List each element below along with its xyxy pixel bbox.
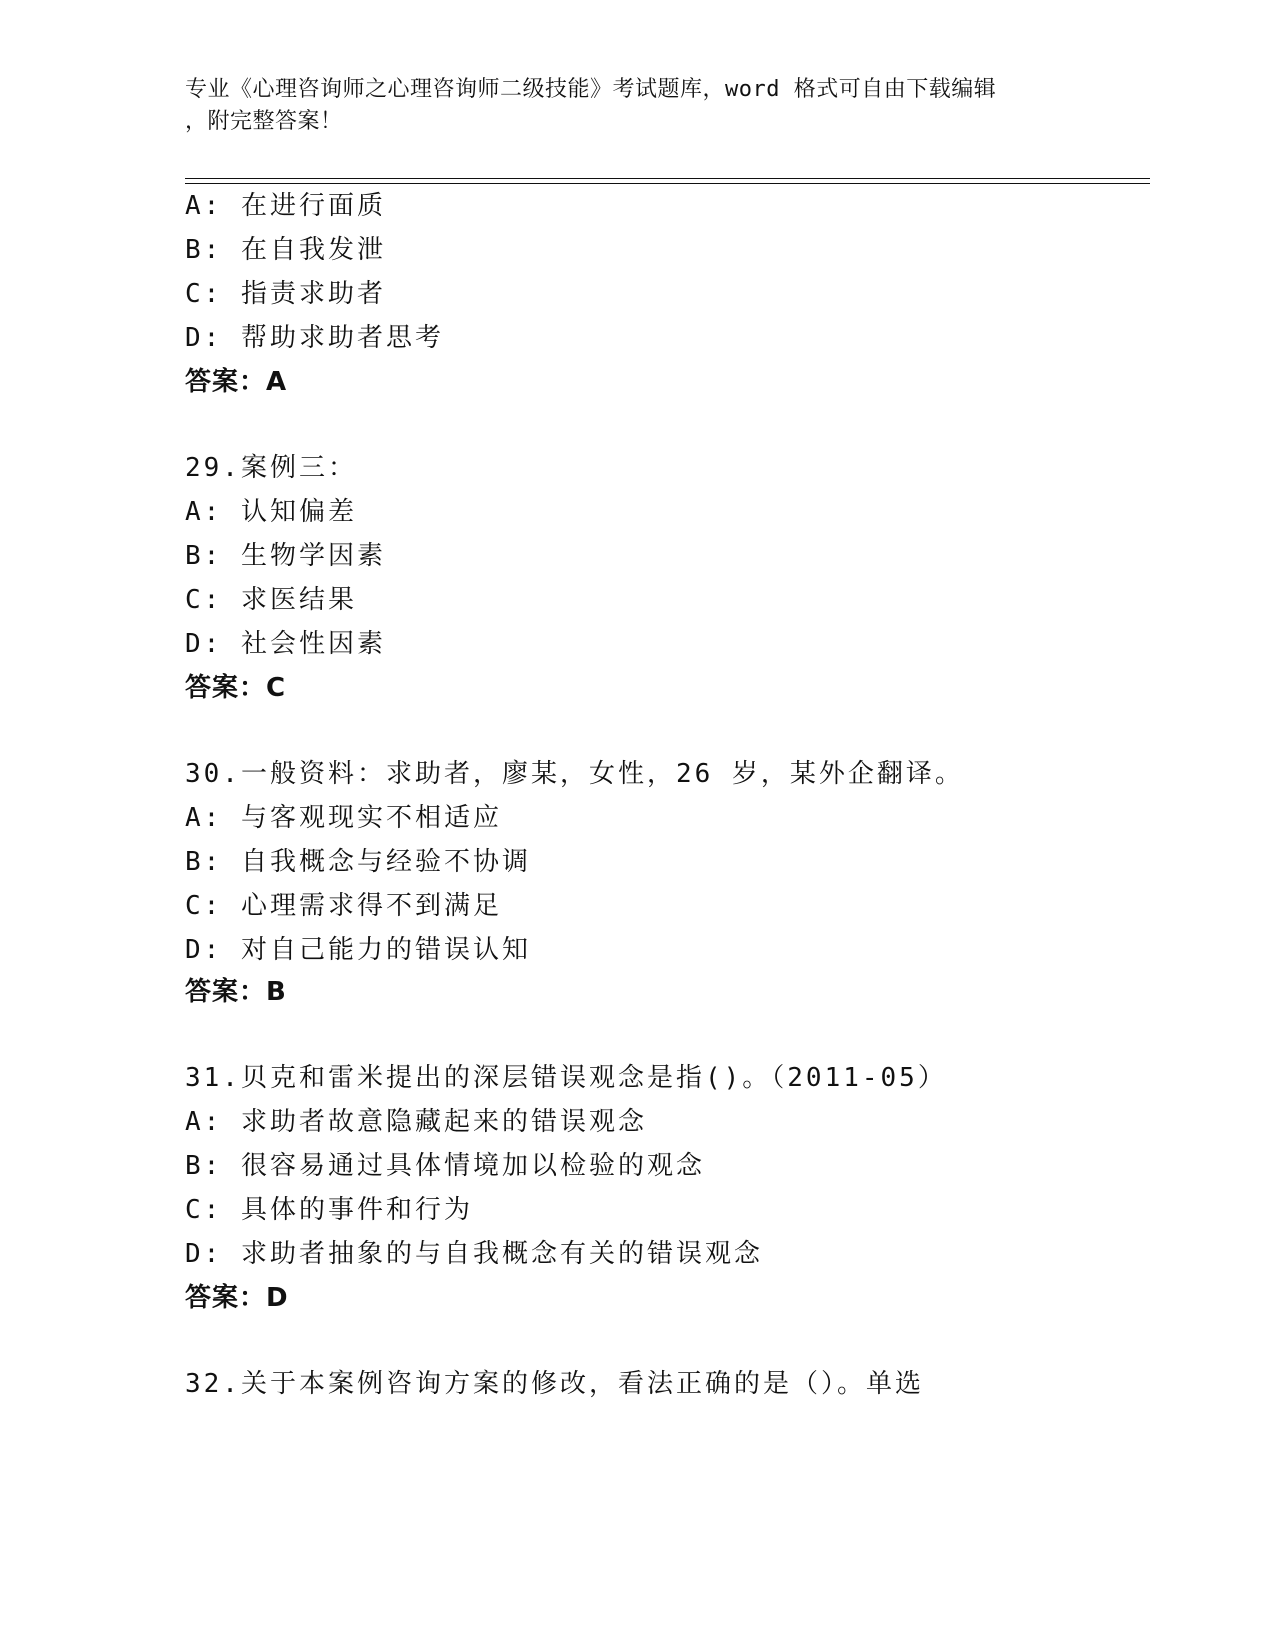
q31-option-c: C: 具体的事件和行为 [185,1195,473,1225]
q29-option-a: A: 认知偏差 [185,497,357,527]
header-line-2: ，附完整答案！ [185,109,343,134]
q28-answer: 答案：A [185,367,288,397]
header-divider-top [185,178,1150,179]
q29-answer: 答案：C [185,673,287,703]
header-divider-bottom [185,183,1150,184]
q28-option-d: D: 帮助求助者思考 [185,323,444,353]
q31-title: 31.贝克和雷米提出的深层错误观念是指()。（2011-05） [185,1063,947,1093]
q30-option-c: C: 心理需求得不到满足 [185,891,502,921]
q29-option-c: C: 求医结果 [185,585,357,615]
q32-title: 32.关于本案例咨询方案的修改，看法正确的是（）。单选 [185,1369,924,1399]
header-line-1: 专业《心理咨询师之心理咨询师二级技能》考试题库，word 格式可自由下载编辑 [185,77,997,102]
q30-option-a: A: 与客观现实不相适应 [185,803,502,833]
q31-option-d: D: 求助者抽象的与自我概念有关的错误观念 [185,1239,763,1269]
q30-option-b: B: 自我概念与经验不协调 [185,847,531,877]
q28-option-c: C: 指责求助者 [185,279,386,309]
document-header [185,74,1085,138]
q29-option-b: B: 生物学因素 [185,541,386,571]
q31-option-a: A: 求助者故意隐藏起来的错误观念 [185,1107,647,1137]
q31-option-b: B: 很容易通过具体情境加以检验的观念 [185,1151,705,1181]
q30-title: 30.一般资料：求助者，廖某，女性，26 岁，某外企翻译。 [185,759,964,789]
q28-option-a: A: 在进行面质 [185,191,386,221]
q30-answer: 答案：B [185,977,287,1007]
q31-answer: 答案：D [185,1283,289,1313]
q29-option-d: D: 社会性因素 [185,629,386,659]
q30-option-d: D: 对自己能力的错误认知 [185,935,531,965]
q28-option-b: B: 在自我发泄 [185,235,386,265]
q29-title: 29.案例三： [185,453,357,483]
